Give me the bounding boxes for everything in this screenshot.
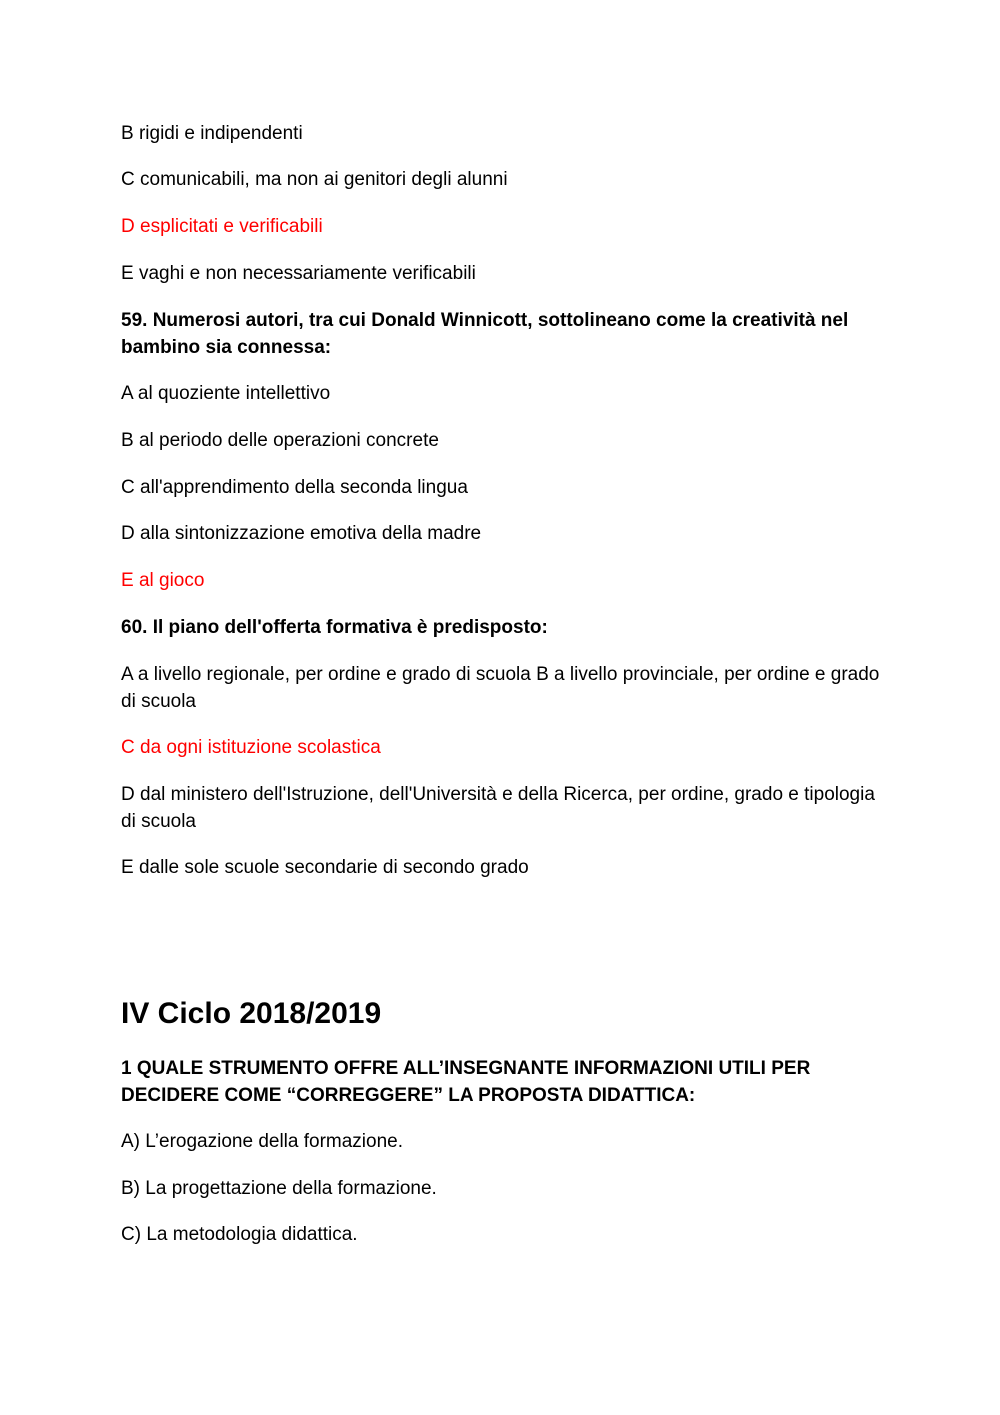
section-heading: IV Ciclo 2018/2019 [121,997,382,1030]
answer-option: E vaghi e non necessariamente verificabili [121,263,476,284]
answer-option: C all'apprendimento della seconda lingua [121,477,468,498]
question-1-text: 1 QUALE STRUMENTO OFFRE ALL’INSEGNANTE INFORMAZIONI UTILI PER DECIDERE COME “CORREGGERE” LA PROPOSTA DIDATTICA: [121,1058,811,1106]
correct-answer-option: E al gioco [121,570,205,591]
question-59-text: 59. Numerosi autori, tra cui Donald Winnicott, sottolineano come la creatività nel bambino sia connessa: [121,310,849,358]
answer-option: C comunicabili, ma non ai genitori degli alunni [121,169,508,190]
question-60-text: 60. Il piano dell'offerta formativa è predisposto: [121,617,548,638]
answer-option: B rigidi e indipendenti [121,123,303,144]
correct-answer-option: D esplicitati e verificabili [121,216,323,237]
answer-option: A) L’erogazione della formazione. [121,1131,404,1152]
answer-option: C) La metodologia didattica. [121,1224,358,1245]
answer-option: A a livello regionale, per ordine e grado di scuola B a livello provinciale, per ordine e grado di scuola [121,664,880,712]
answer-option: B al periodo delle operazioni concrete [121,430,439,451]
answer-option: D alla sintonizzazione emotiva della madre [121,523,482,544]
answer-option: A al quoziente intellettivo [121,383,331,404]
answer-option: D dal ministero dell'Istruzione, dell'Università e della Ricerca, per ordine, grado e tipologia di scuola [121,784,875,832]
correct-answer-option: C da ogni istituzione scolastica [121,737,381,758]
answer-option: B) La progettazione della formazione. [121,1178,437,1199]
answer-option: E dalle sole scuole secondarie di secondo grado [121,857,529,878]
